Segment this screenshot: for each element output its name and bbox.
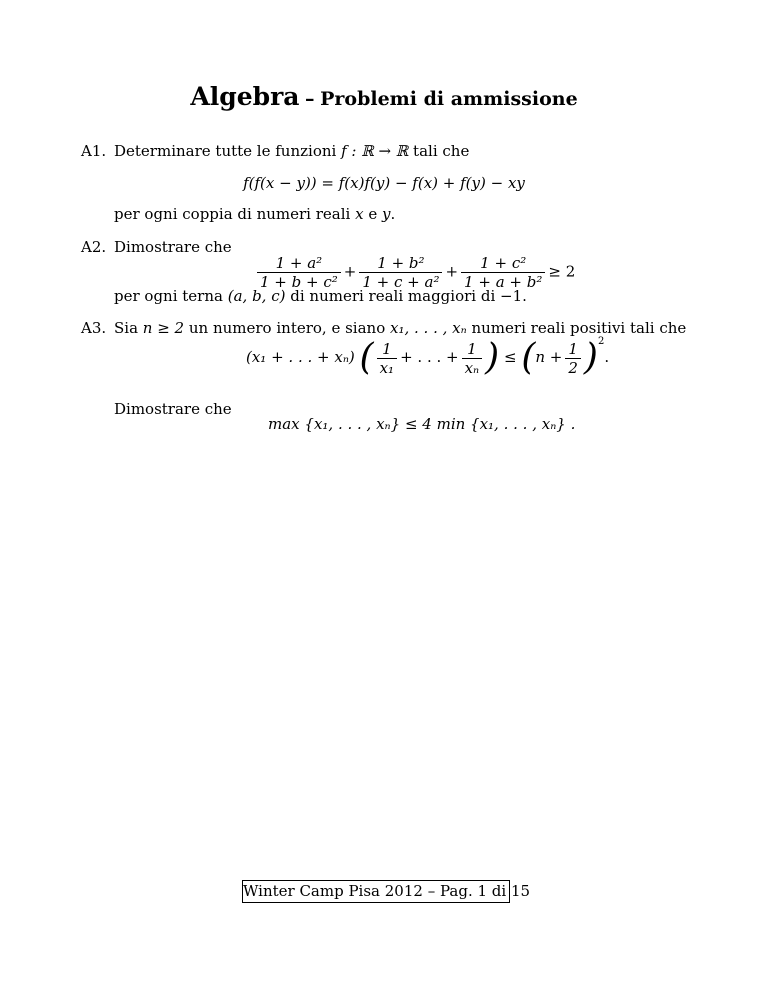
a1-equation: f(f(x − y)) = f(x)f(y) − f(x) + f(y) − xy: [243, 174, 525, 192]
a3-frac3-num: 1: [568, 339, 578, 358]
a3-intro-text-end: numeri reali positivi tali che: [466, 319, 687, 337]
a2-frac3-num: 1 + c²: [480, 254, 527, 272]
a2-closing-end: .: [522, 287, 527, 305]
a2-closing-text-mid: di numeri reali maggiori di: [285, 287, 501, 305]
a3-variables: x₁, . . . , xₙ: [390, 319, 467, 337]
a3-dots-plus: + . . . +: [400, 348, 459, 366]
title-sub: Problemi di ammissione: [320, 88, 578, 110]
problem-label-a1: A1.: [81, 142, 107, 160]
a2-fraction-1: [257, 254, 341, 291]
a3-paren2-open: (: [521, 337, 536, 378]
a1-var-y: y: [382, 205, 391, 223]
problem-a1-intro: [114, 142, 469, 160]
a2-closing-text: per ogni terna: [114, 287, 228, 305]
a2-frac2-den: 1 + c + a²: [359, 272, 442, 291]
a2-frac2-num: 1 + b²: [377, 254, 425, 272]
a2-triple: (a, b, c): [227, 287, 286, 305]
a3-hypothesis: [246, 336, 609, 377]
a1-closing-and: e: [363, 205, 382, 223]
problem-label-a2: A2.: [81, 238, 107, 256]
a3-period: .: [604, 348, 610, 366]
a3-paren-close: ): [485, 337, 500, 378]
a3-exponent: 2: [597, 336, 605, 347]
a3-paren-open: (: [359, 337, 374, 378]
a1-closing-end: .: [390, 205, 396, 223]
a3-ask: Dimostrare che: [114, 400, 232, 418]
problem-a2-closing: [114, 287, 527, 305]
a3-condition: n ≥ 2: [142, 319, 185, 337]
title-main: Algebra: [190, 82, 300, 111]
a1-closing-text: per ogni coppia di numeri reali: [114, 205, 356, 223]
a2-fraction-3: [461, 254, 545, 291]
a3-intro-text: Sia: [114, 319, 143, 337]
a1-function-map: f : ℝ → ℝ: [341, 142, 409, 160]
a3-conclusion: max {x₁, . . . , xₙ} ≤ 4 min {x₁, . . . , xₙ} .: [268, 415, 576, 433]
a2-fraction-2: [359, 254, 442, 291]
a3-frac3-den: 2: [565, 358, 581, 377]
a3-frac1-num: 1: [382, 339, 392, 358]
a3-frac2-den: xₙ: [462, 358, 483, 377]
problem-a3-intro: [114, 319, 686, 337]
a2-relation: ≥ 2: [548, 262, 576, 281]
a1-intro-text-end: tali che: [408, 142, 470, 160]
title-separator: –: [305, 88, 315, 110]
page-title: [0, 82, 768, 111]
a2-plus-1: +: [343, 262, 357, 281]
a2-frac1-num: 1 + a²: [275, 254, 323, 272]
a3-frac1-den: x₁: [377, 358, 397, 377]
a1-var-x: x: [355, 205, 364, 223]
a2-frac1-den: 1 + b + c²: [257, 272, 341, 291]
a2-frac3-den: 1 + a + b²: [461, 272, 545, 291]
a2-intro: Dimostrare che: [114, 238, 232, 256]
a3-paren2-close: ): [583, 337, 598, 378]
a2-plus-2: +: [445, 262, 459, 281]
a3-frac2-num: 1: [467, 339, 477, 358]
page-footer: Winter Camp Pisa 2012 – Pag. 1 di 15: [242, 880, 510, 903]
problem-label-a3: A3.: [81, 319, 107, 337]
a1-intro-text: Determinare tutte le funzioni: [114, 142, 342, 160]
a3-frac-1: [377, 340, 397, 377]
a2-inequality: [254, 254, 575, 291]
a3-intro-text-mid: un numero intero, e siano: [184, 319, 391, 337]
a3-frac-3: [565, 340, 581, 377]
a3-rhs-n: n +: [535, 348, 563, 366]
a3-lhs-sum: (x₁ + . . . + xₙ): [246, 348, 355, 366]
a3-leq: ≤: [503, 348, 517, 366]
problem-a1-closing: [114, 205, 395, 223]
a2-value: −1: [500, 287, 523, 305]
a3-frac-2: [462, 340, 483, 377]
